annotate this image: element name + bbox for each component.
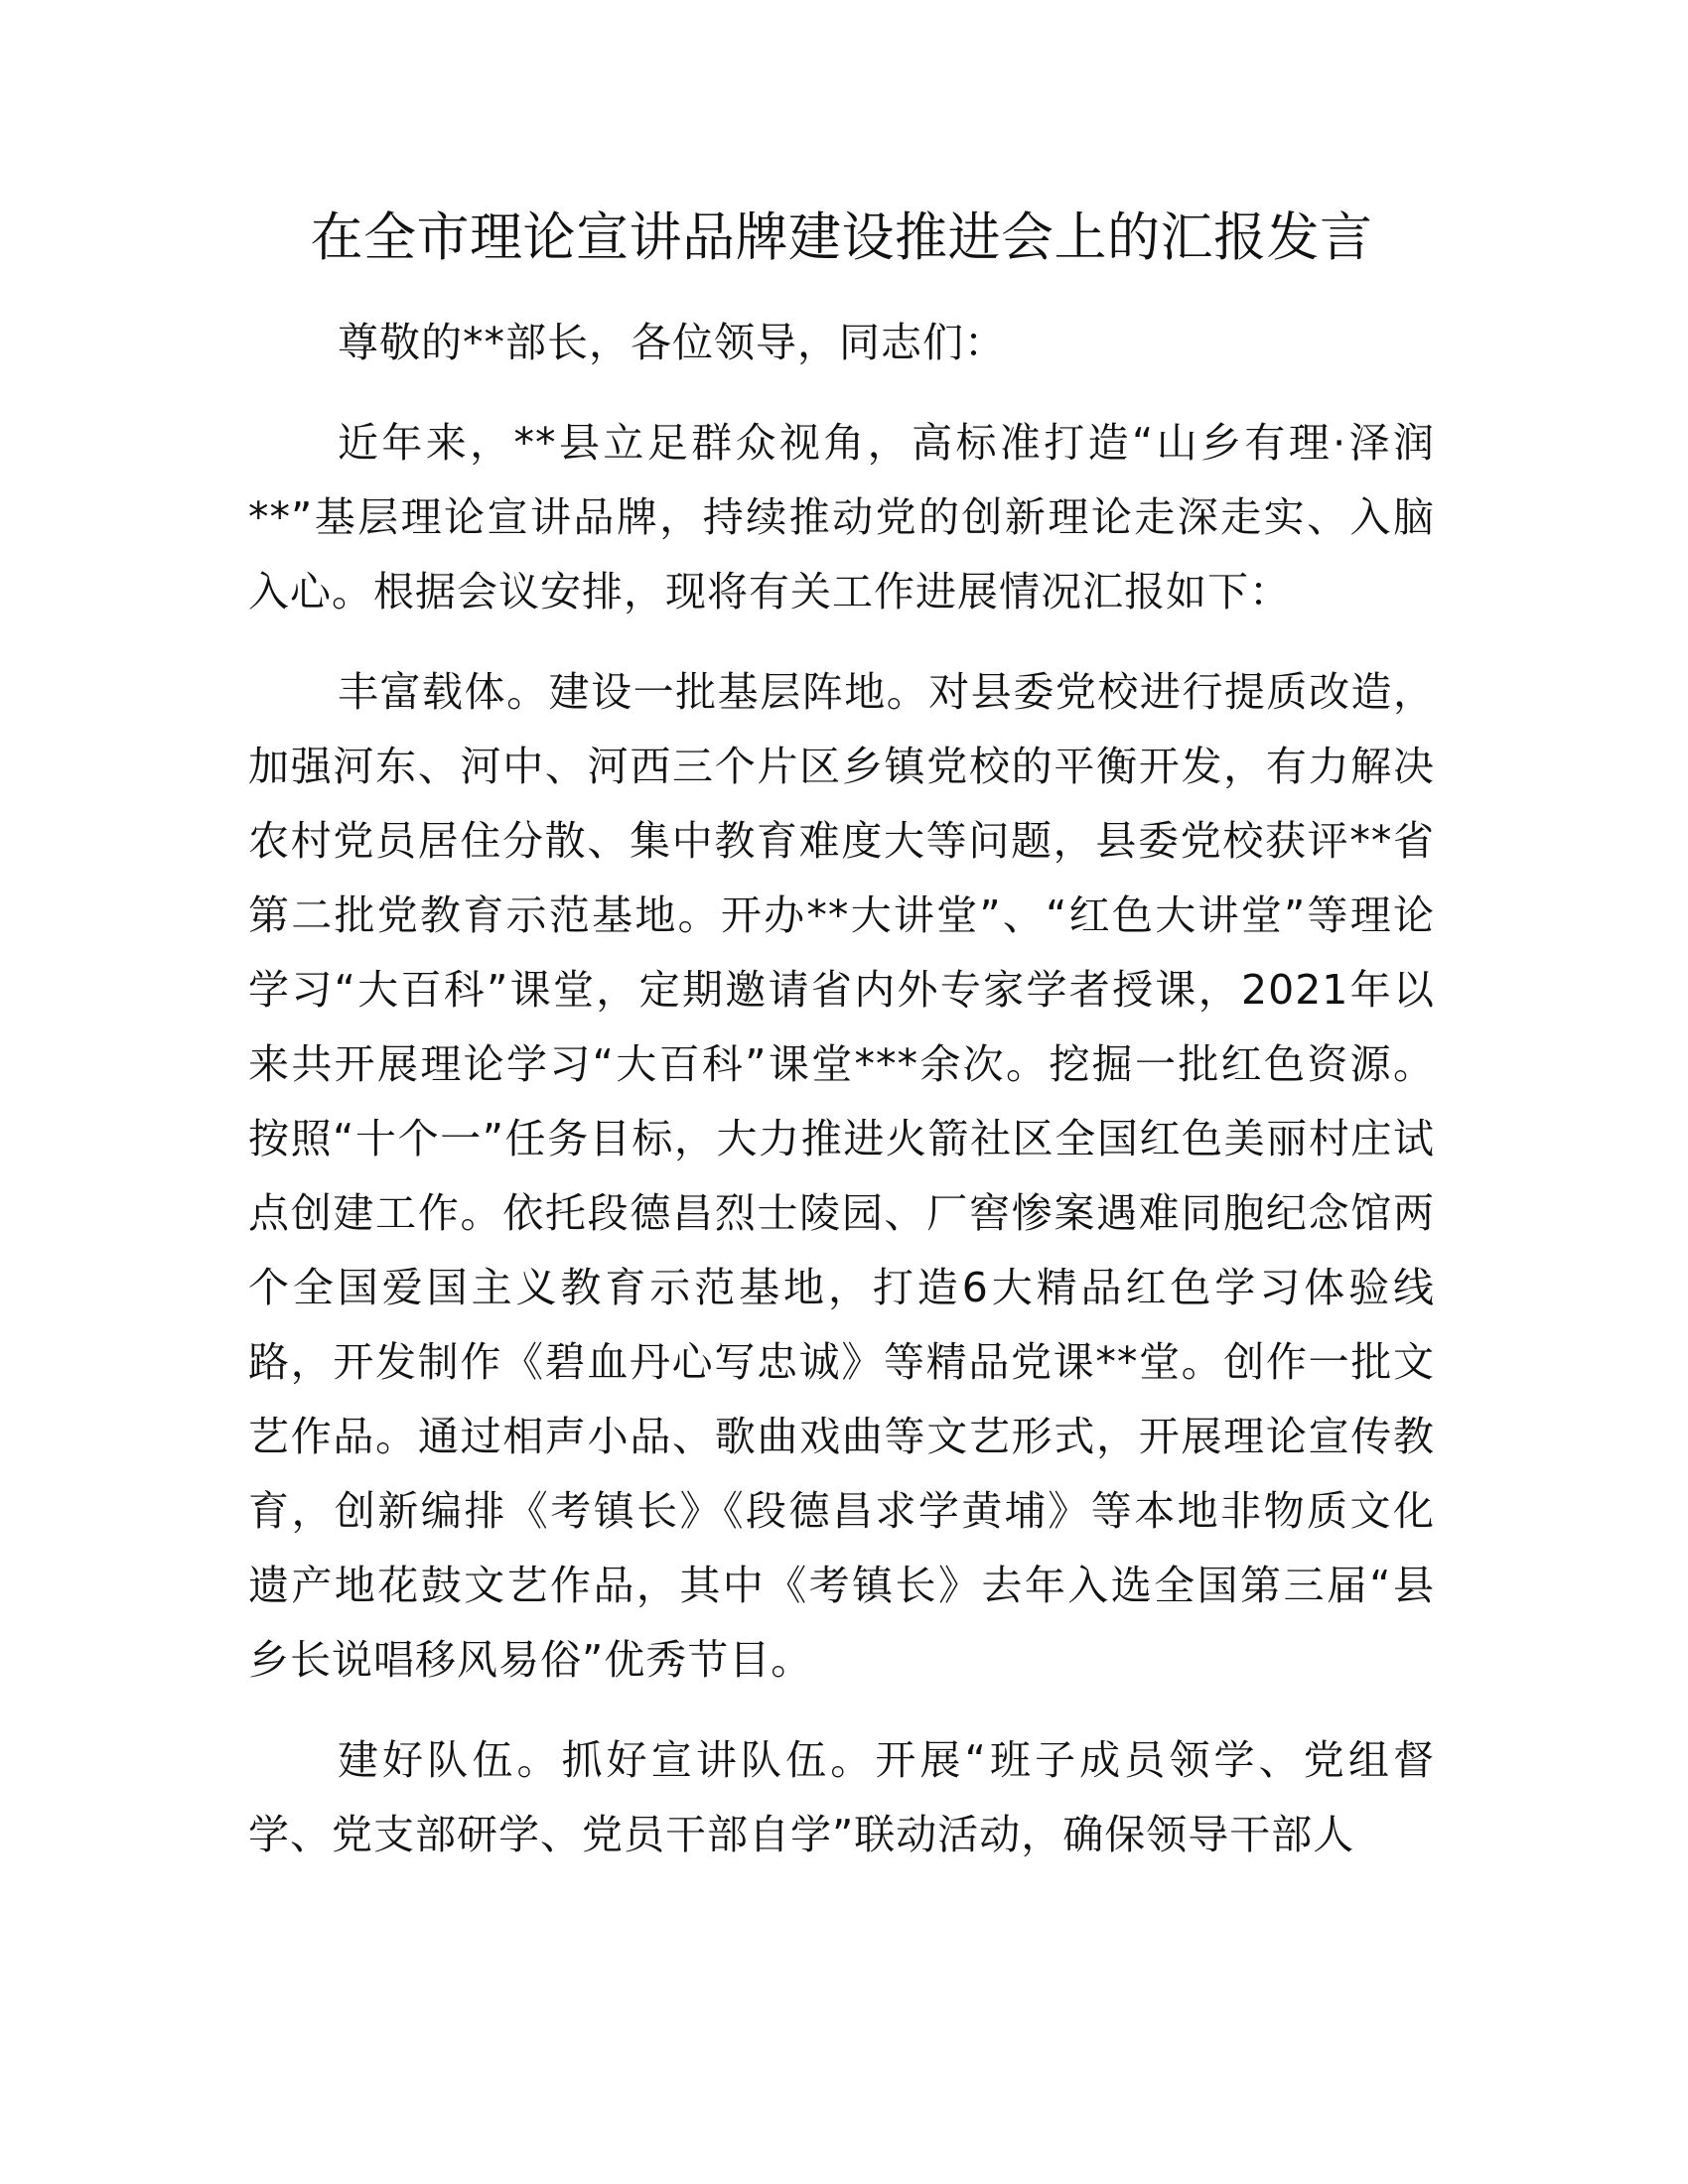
document-title: 在全市理论宣讲品牌建设推进会上的汇报发言 [310,207,1373,268]
paragraph-build-team: 建好队伍。抓好宣讲队伍。开展“班子成员领学、党组督学、党支部研学、党员干部自学”联动活动，确保领导干部人 [248,1736,1435,1858]
document-body [248,203,1435,1898]
paragraph-enrich-carriers: 丰富载体。建设一批基层阵地。对县委党校进行提质改造，加强河东、河中、河西三个片区乡镇党校的平衡开发，有力解决农村党员居住分散、集中教育难度大等问题，县委党校获评**省第二批党教育示范基地。开办**大讲堂”、“红色大讲堂”等理论学习“大百科”课堂，定期邀请省内外专家学者授课，2021年以来共开展理论学习“大百科”课堂***余次。挖掘一批红色资源。按照“十个一”任务目标，大力推进火箭社区全国红色美丽村庄试点创建工作。依托段德昌烈士陵园、厂窖惨案遇难同胞纪念馆两个全国爱国主义教育示范基地，打造6大精品红色学习体验线路，开发制作《碧血丹心写忠诚》等精品党课**堂。创作一批文艺作品。通过相声小品、歌曲戏曲等文艺形式，开展理论宣传教育，创新编排《考镇长》《段德昌求学黄埔》等本地非物质文化遗产地花鼓文艺作品，其中《考镇长》去年入选全国第三届“县乡长说唱移风易俗”优秀节目。 [248,668,1435,1684]
salutation: 尊敬的**部长，各位领导，同志们： [338,319,1006,366]
paragraph-intro: 近年来，**县立足群众视角，高标准打造“山乡有理·泽润**”基层理论宣讲品牌，持续推动党的创新理论走深走实、入脑入心。根据会议安排，现将有关工作进展情况汇报如下： [248,419,1435,615]
